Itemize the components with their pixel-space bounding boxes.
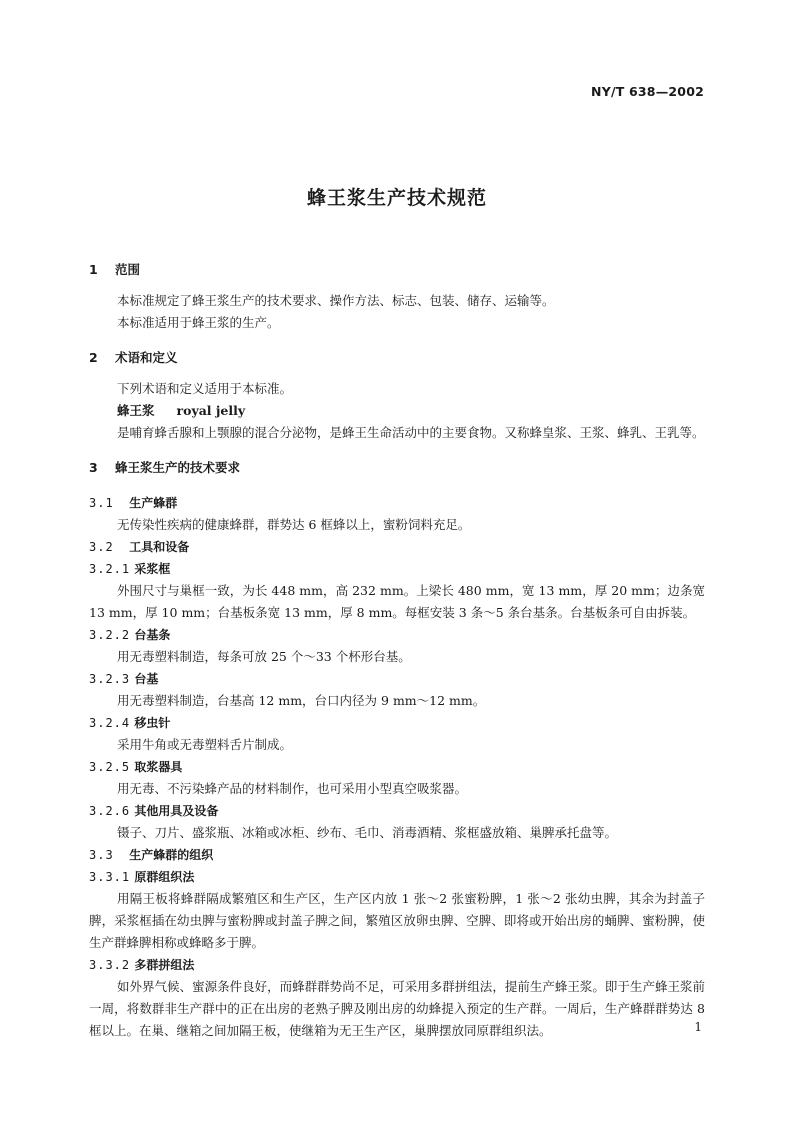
subsection-heading — [89, 712, 705, 734]
subsection-title: 采浆框 — [134, 562, 171, 576]
paragraph: 用隔王板将蜂群隔成繁殖区和生产区，生产区内放 1 张～2 张蜜粉脾，1 张～2 张幼虫脾，其余为封盖子脾，采浆框插在幼虫脾与蜜粉脾或封盖子脾之间，繁殖区放卵虫脾、空脾、即将或开始出房的蛹脾、蜜粉脾，使生产群蜂脾相称或蜂略多于脾。 — [89, 891, 705, 950]
subsection-heading — [89, 954, 705, 976]
subsection-title: 移虫针 — [134, 716, 171, 730]
subsection-heading — [89, 866, 705, 888]
section-title: 术语和定义 — [115, 350, 178, 365]
subsection-title: 取浆器具 — [134, 760, 183, 774]
paragraph: 本标准适用于蜂王浆的生产。 — [117, 315, 280, 330]
subsection-heading — [89, 800, 705, 822]
subsection-heading — [89, 844, 705, 866]
subsection-number: 3.1 — [89, 496, 114, 510]
section-heading — [89, 456, 705, 480]
subsection-number: 3.2.3 — [89, 672, 131, 686]
subsection-title: 多群拼组法 — [134, 958, 195, 972]
subsection-heading — [89, 624, 705, 646]
subsection-number: 3.3 — [89, 848, 114, 862]
subsection-number: 3.2.1 — [89, 562, 131, 576]
term-entry — [89, 400, 705, 422]
paragraph: 用无毒、不污染蜂产品的材料制作，也可采用小型真空吸浆器。 — [117, 781, 468, 796]
paragraph: 镊子、刀片、盛浆瓶、冰箱或冰柜、纱布、毛巾、消毒酒精、浆框盛放箱、巢脾承托盘等。 — [117, 825, 618, 840]
page-title: 蜂王浆生产技术规范 — [306, 187, 487, 209]
section-number: 1 — [89, 262, 98, 277]
subsection-title: 生产蜂群 — [129, 496, 178, 510]
term-definition: 是哺育蜂舌腺和上颚腺的混合分泌物，是蜂王生命活动中的主要食物。又称蜂皇浆、王浆、蜂乳、王乳等。 — [117, 425, 705, 440]
paragraph: 采用牛角或无毒塑料舌片制成。 — [117, 737, 293, 752]
subsection-heading — [89, 668, 705, 690]
section-number: 3 — [89, 460, 98, 475]
subsection-heading — [89, 492, 705, 514]
paragraph: 如外界气候、蜜源条件良好，而蜂群群势尚不足，可采用多群拼组法，提前生产蜂王浆。即于生产蜂王浆前一周，将数群非生产群中的正在出房的老熟子脾及刚出房的幼蜂提入预定的生产群。一周后，生产蜂群群势达 8 框以上。在巢、继箱之间加隔王板，使继箱为无王生产区，巢脾摆放同原群组织法。 — [89, 979, 705, 1038]
subsection-number: 3.3.2 — [89, 958, 131, 972]
subsection-title: 工具和设备 — [129, 540, 190, 554]
paragraph: 下列术语和定义适用于本标准。 — [117, 381, 293, 396]
subsection-title: 台基 — [134, 672, 159, 686]
subsection-heading — [89, 558, 705, 580]
section-heading — [89, 258, 705, 282]
section-heading — [89, 346, 705, 370]
section-number: 2 — [89, 350, 98, 365]
paragraph: 无传染性疾病的健康蜂群，群势达 6 框蜂以上，蜜粉饲料充足。 — [117, 517, 471, 532]
paragraph: 用无毒塑料制造，每条可放 25 个～33 个杯形台基。 — [117, 649, 411, 664]
paragraph: 用无毒塑料制造，台基高 12 mm，台口内径为 9 mm～12 mm。 — [117, 693, 486, 708]
subsection-number: 3.2 — [89, 540, 114, 554]
subsection-heading — [89, 756, 705, 778]
section-title: 范围 — [115, 262, 141, 277]
subsection-number: 3.2.4 — [89, 716, 131, 730]
paragraph: 外围尺寸与巢框一致，为长 448 mm，高 232 mm。上梁长 480 mm，宽 13 mm，厚 20 mm；边条宽 13 mm，厚 10 mm；台基板条宽 13 mm，厚 8 mm。每框安装 3 条～5 条台基条。台基板条可自由拆装。 — [89, 583, 705, 620]
subsection-number: 3.2.2 — [89, 628, 131, 642]
section-title: 蜂王浆生产的技术要求 — [115, 460, 241, 475]
paragraph: 本标准规定了蜂王浆生产的技术要求、操作方法、标志、包装、储存、运输等。 — [117, 293, 555, 308]
subsection-title: 其他用具及设备 — [134, 804, 219, 818]
term-chinese: 蜂王浆 — [117, 403, 155, 418]
subsection-title: 原群组织法 — [134, 870, 195, 884]
subsection-title: 台基条 — [134, 628, 171, 642]
subsection-number: 3.3.1 — [89, 870, 131, 884]
subsection-number: 3.2.6 — [89, 804, 131, 818]
standard-code: NY/T 638—2002 — [591, 84, 704, 99]
subsection-title: 生产蜂群的组织 — [129, 848, 214, 862]
subsection-number: 3.2.5 — [89, 760, 131, 774]
document-body — [89, 258, 705, 1042]
page-number: 1 — [694, 1020, 702, 1034]
subsection-heading — [89, 536, 705, 558]
term-english: royal jelly — [176, 403, 246, 418]
